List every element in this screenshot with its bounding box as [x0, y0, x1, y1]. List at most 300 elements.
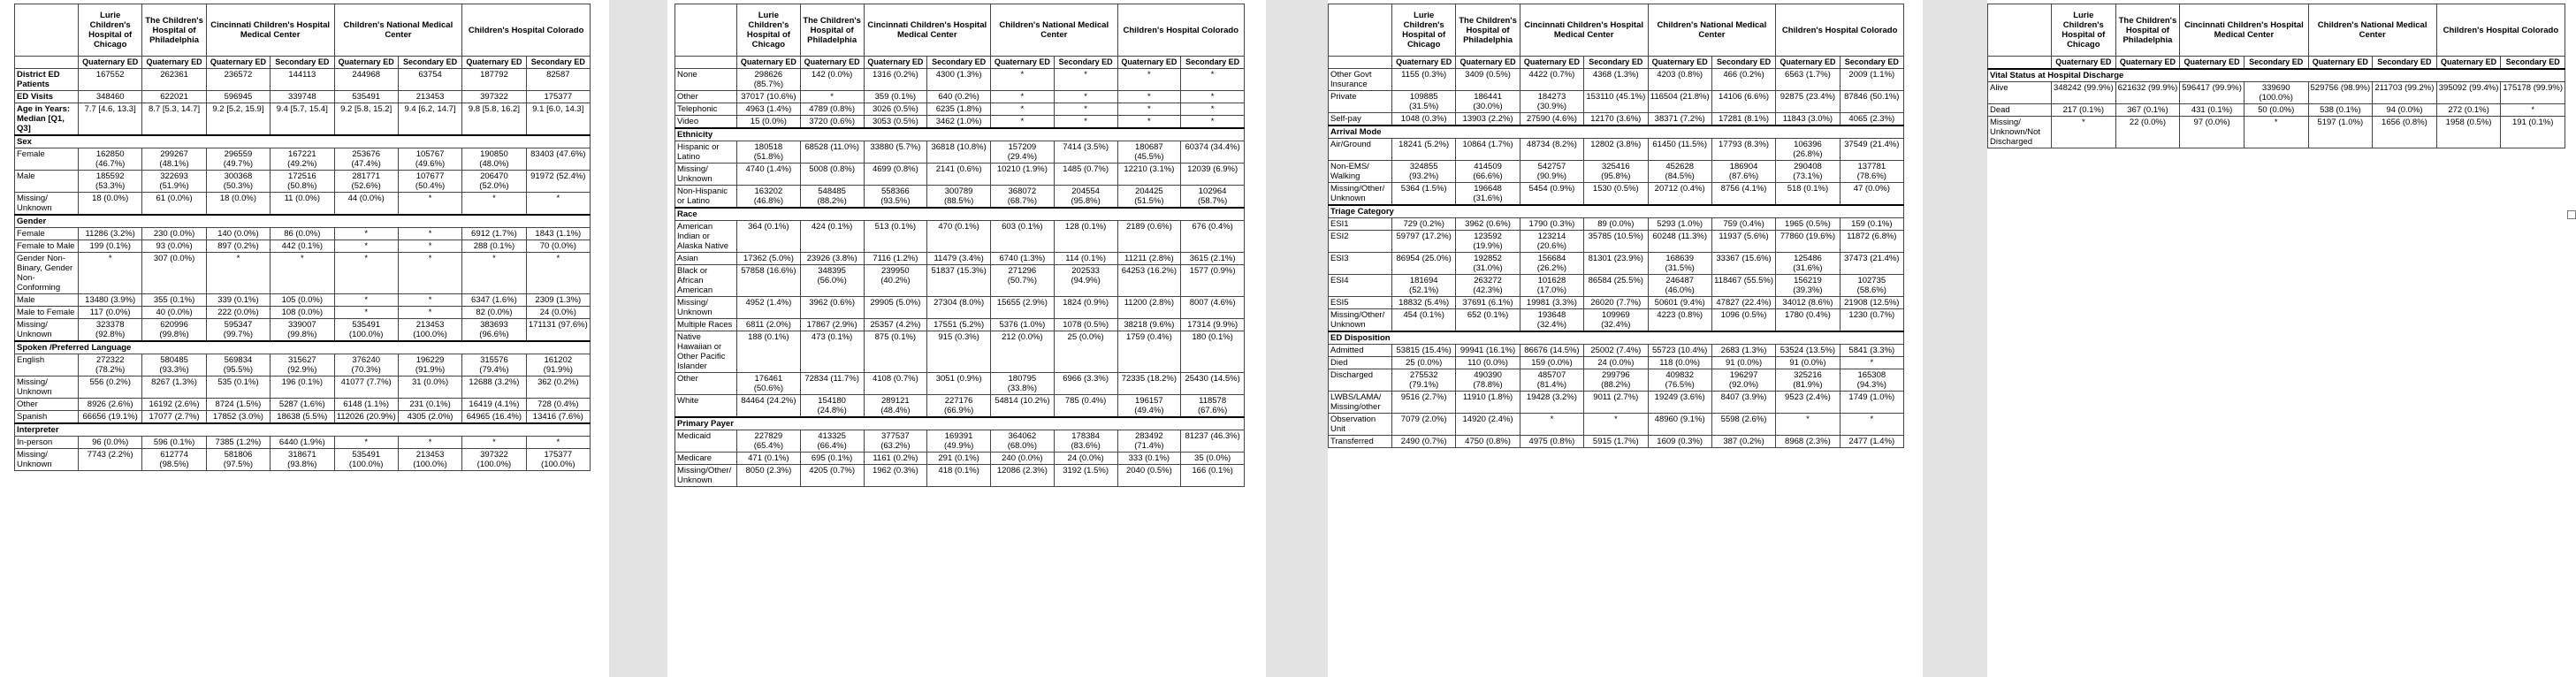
row-label: Non-EMS/ Walking: [1329, 161, 1392, 183]
value-cell: *: [1181, 103, 1245, 116]
value-cell: 785 (0.4%): [1054, 395, 1117, 418]
value-cell: 25 (0.0%): [1392, 357, 1456, 369]
header-corner-cell: [1329, 4, 1392, 57]
value-cell: 7079 (2.0%): [1392, 414, 1456, 436]
section-row: [1329, 205, 1904, 218]
value-cell: 171131 (97.6%): [526, 319, 590, 342]
value-cell: 239950 (40.2%): [864, 265, 927, 297]
value-cell: 281771 (52.6%): [334, 171, 398, 193]
hospital-header: Cincinnati Children's Hospital Medical Center: [864, 4, 991, 57]
value-cell: 325416 (95.8%): [1584, 161, 1648, 183]
value-cell: 1962 (0.3%): [864, 465, 927, 487]
table-row: [675, 91, 1245, 103]
value-cell: *: [462, 437, 526, 449]
value-cell: 81237 (46.3%): [1181, 430, 1245, 453]
header-corner-cell: [1329, 57, 1392, 69]
value-cell: *: [1054, 103, 1117, 116]
value-cell: *: [334, 228, 398, 240]
value-cell: 137781 (78.6%): [1840, 161, 1903, 183]
value-cell: 535491 (100.0%): [334, 319, 398, 342]
demographics-table-page-1: [14, 4, 591, 471]
section-heading: Vital Status at Hospital Discharge: [1988, 69, 2565, 82]
demographics-table-page-3: [1328, 4, 1904, 448]
section-heading: Sex: [15, 135, 591, 148]
value-cell: 161202 (91.9%): [526, 354, 590, 377]
value-cell: 187792: [462, 69, 526, 91]
value-cell: 70 (0.0%): [526, 240, 590, 253]
value-cell: 12210 (3.1%): [1117, 164, 1181, 186]
value-cell: 156219 (39.3%): [1776, 275, 1840, 297]
value-cell: 244968: [334, 69, 398, 91]
value-cell: 24 (0.0%): [1054, 453, 1117, 465]
hospital-header: Children's National Medical Center: [334, 4, 462, 57]
value-cell: 397322 (100.0%): [462, 449, 526, 471]
value-cell: 128 (0.1%): [1054, 221, 1117, 253]
value-cell: 91972 (52.4%): [526, 171, 590, 193]
value-cell: *: [1117, 103, 1181, 116]
table-row: [1329, 91, 1904, 113]
value-cell: 409832 (76.5%): [1648, 369, 1711, 392]
value-cell: 63754: [398, 69, 461, 91]
section-heading: Interpreter: [15, 423, 591, 437]
value-cell: *: [334, 437, 398, 449]
value-cell: 34012 (8.6%): [1776, 297, 1840, 309]
value-cell: 7.7 [4.6, 13.3]: [79, 103, 142, 136]
value-cell: 1759 (0.4%): [1117, 331, 1181, 373]
value-cell: 180795 (33.8%): [991, 373, 1055, 395]
value-cell: 202533 (94.9%): [1054, 265, 1117, 297]
value-cell: 17793 (8.3%): [1711, 139, 1775, 161]
value-cell: 60374 (34.4%): [1181, 141, 1245, 164]
ed-type-header: Quaternary ED: [991, 57, 1055, 69]
value-cell: *: [462, 193, 526, 216]
value-cell: *: [79, 253, 142, 294]
row-label: District ED Patients: [15, 69, 79, 91]
value-cell: 695 (0.1%): [800, 453, 864, 465]
row-label: Self-pay: [1329, 113, 1392, 126]
table-row: [675, 430, 1245, 453]
value-cell: 1749 (1.0%): [1840, 392, 1903, 414]
value-cell: 8050 (2.3%): [737, 465, 801, 487]
value-cell: 37549 (21.4%): [1840, 139, 1903, 161]
hospital-header: Children's Hospital Colorado: [2436, 4, 2565, 57]
value-cell: 99941 (16.1%): [1456, 345, 1520, 357]
value-cell: 26020 (7.7%): [1584, 297, 1648, 309]
section-row: [15, 135, 591, 148]
value-cell: 25002 (7.4%): [1584, 345, 1648, 357]
value-cell: 227176 (66.9%): [927, 395, 991, 418]
row-label: Telephonic: [675, 103, 737, 116]
value-cell: 377537 (63.2%): [864, 430, 927, 453]
row-label: Female: [15, 228, 79, 240]
value-cell: 315576 (79.4%): [462, 354, 526, 377]
value-cell: 192852 (31.0%): [1456, 253, 1520, 275]
value-cell: 91 (0.0%): [1776, 357, 1840, 369]
value-cell: *: [1181, 116, 1245, 129]
table-row: [1329, 309, 1904, 332]
section-row: [15, 341, 591, 354]
value-cell: 12802 (3.8%): [1584, 139, 1648, 161]
ed-type-header: Quaternary ED: [1520, 57, 1583, 69]
value-cell: 5293 (1.0%): [1648, 218, 1711, 231]
value-cell: 12170 (3.6%): [1584, 113, 1648, 126]
value-cell: 37691 (6.1%): [1456, 297, 1520, 309]
value-cell: 596417 (99.9%): [2180, 82, 2244, 104]
row-label: Asian: [675, 253, 737, 265]
value-cell: 364062 (68.0%): [991, 430, 1055, 453]
value-cell: *: [991, 69, 1055, 91]
value-cell: 5008 (0.8%): [800, 164, 864, 186]
value-cell: 4422 (0.7%): [1520, 69, 1583, 91]
row-label: Multiple Races: [675, 319, 737, 331]
hospital-header: Children's National Medical Center: [1648, 4, 1776, 57]
value-cell: 466 (0.2%): [1711, 69, 1775, 91]
table-row: [1988, 104, 2565, 117]
value-cell: 1609 (0.3%): [1648, 436, 1711, 448]
value-cell: 204554 (95.8%): [1054, 186, 1117, 209]
value-cell: 6966 (3.3%): [1054, 373, 1117, 395]
value-cell: 17281 (8.1%): [1711, 113, 1775, 126]
table-row: [15, 91, 591, 103]
value-cell: 9.2 [5.2, 15.9]: [206, 103, 270, 136]
ed-type-header: Quaternary ED: [206, 57, 270, 69]
value-cell: 17362 (5.0%): [737, 253, 801, 265]
value-cell: 82 (0.0%): [462, 307, 526, 319]
value-cell: 60248 (11.3%): [1648, 231, 1711, 253]
table-row: [15, 253, 591, 294]
value-cell: 915 (0.3%): [927, 331, 991, 373]
value-cell: 4108 (0.7%): [864, 373, 927, 395]
page-gap: [1266, 0, 1328, 677]
value-cell: 11479 (3.4%): [927, 253, 991, 265]
value-cell: 59797 (17.2%): [1392, 231, 1456, 253]
value-cell: 154180 (24.8%): [800, 395, 864, 418]
table-row: [15, 228, 591, 240]
table-row: [15, 148, 591, 171]
table-row: [675, 265, 1245, 297]
value-cell: 180518 (51.8%): [737, 141, 801, 164]
value-cell: 93 (0.0%): [142, 240, 206, 253]
value-cell: 142 (0.0%): [800, 69, 864, 91]
row-label: Air/Ground: [1329, 139, 1392, 161]
value-cell: 159 (0.1%): [1840, 218, 1903, 231]
value-cell: 5915 (1.7%): [1584, 436, 1648, 448]
value-cell: 5376 (1.0%): [991, 319, 1055, 331]
value-cell: 55723 (10.4%): [1648, 345, 1711, 357]
value-cell: 596 (0.1%): [142, 437, 206, 449]
value-cell: 31 (0.0%): [398, 377, 461, 399]
row-label: ESI5: [1329, 297, 1392, 309]
value-cell: 159 (0.0%): [1520, 357, 1583, 369]
row-label: Male: [15, 171, 79, 193]
hospital-header-row: [1329, 4, 1904, 57]
value-cell: 227829 (65.4%): [737, 430, 801, 453]
ed-type-header: Secondary ED: [1181, 57, 1245, 69]
value-cell: 11200 (2.8%): [1117, 297, 1181, 319]
value-cell: 296559 (49.7%): [206, 148, 270, 171]
value-cell: 77860 (19.6%): [1776, 231, 1840, 253]
value-cell: 4963 (1.4%): [737, 103, 801, 116]
value-cell: 596945: [206, 91, 270, 103]
value-cell: 452628 (84.5%): [1648, 161, 1711, 183]
row-label: Missing/ Unknown: [675, 164, 737, 186]
value-cell: 9.1 [6.0, 14.3]: [526, 103, 590, 136]
value-cell: 2683 (1.3%): [1711, 345, 1775, 357]
value-cell: 64965 (16.4%): [462, 411, 526, 424]
row-label: ESI3: [1329, 253, 1392, 275]
value-cell: *: [526, 193, 590, 216]
row-label: Native Hawaiian or Other Pacific Islander: [675, 331, 737, 373]
value-cell: 180687 (45.5%): [1117, 141, 1181, 164]
value-cell: 1096 (0.5%): [1711, 309, 1775, 332]
value-cell: 44 (0.0%): [334, 193, 398, 216]
value-cell: 167221 (49.2%): [271, 148, 334, 171]
header-corner-cell: [15, 4, 79, 57]
value-cell: 291 (0.1%): [927, 453, 991, 465]
value-cell: 1078 (0.5%): [1054, 319, 1117, 331]
value-cell: 212 (0.0%): [991, 331, 1055, 373]
value-cell: *: [1776, 414, 1840, 436]
value-cell: 12086 (2.3%): [991, 465, 1055, 487]
row-label: ESI2: [1329, 231, 1392, 253]
value-cell: 383693 (96.6%): [462, 319, 526, 342]
value-cell: 9.4 [6.2, 14.7]: [398, 103, 461, 136]
ed-type-header: Secondary ED: [927, 57, 991, 69]
row-label: Gender Non-Binary, Gender Non-Conforming: [15, 253, 79, 294]
value-cell: 53815 (15.4%): [1392, 345, 1456, 357]
value-cell: *: [2244, 117, 2308, 148]
table-row: [675, 141, 1245, 164]
value-cell: 118578 (67.6%): [1181, 395, 1245, 418]
value-cell: 116504 (21.8%): [1648, 91, 1711, 113]
value-cell: *: [1117, 91, 1181, 103]
value-cell: 123592 (19.9%): [1456, 231, 1520, 253]
value-cell: 19249 (3.6%): [1648, 392, 1711, 414]
ed-type-header: Secondary ED: [271, 57, 334, 69]
value-cell: 33367 (15.6%): [1711, 253, 1775, 275]
row-label: In-person: [15, 437, 79, 449]
table-row: [1988, 117, 2565, 148]
hospital-header: Children's National Medical Center: [2308, 4, 2436, 57]
ed-type-header: Secondary ED: [1840, 57, 1903, 69]
value-cell: 2189 (0.6%): [1117, 221, 1181, 253]
value-cell: 81301 (23.9%): [1584, 253, 1648, 275]
value-cell: 8926 (2.6%): [79, 399, 142, 411]
value-cell: 1530 (0.5%): [1584, 183, 1648, 206]
row-label: Age in Years: Median [Q1, Q3]: [15, 103, 79, 136]
value-cell: 431 (0.1%): [2180, 104, 2244, 117]
value-cell: 18241 (5.2%): [1392, 139, 1456, 161]
row-label: Other: [675, 91, 737, 103]
value-cell: 107677 (50.4%): [398, 171, 461, 193]
demographics-table-page-2: [674, 4, 1245, 487]
value-cell: 581806 (97.5%): [206, 449, 270, 471]
value-cell: 48960 (9.1%): [1648, 414, 1711, 436]
value-cell: 125486 (31.6%): [1776, 253, 1840, 275]
row-label: Missing/Other/ Unknown: [1329, 183, 1392, 206]
value-cell: 13416 (7.6%): [526, 411, 590, 424]
section-row: [675, 208, 1245, 221]
table-row: [675, 116, 1245, 129]
value-cell: 556 (0.2%): [79, 377, 142, 399]
value-cell: 167552: [79, 69, 142, 91]
header-corner-cell: [1988, 4, 2052, 57]
value-cell: 6440 (1.9%): [271, 437, 334, 449]
value-cell: 8267 (1.3%): [142, 377, 206, 399]
table-row: [1329, 231, 1904, 253]
value-cell: 272 (0.1%): [2436, 104, 2501, 117]
value-cell: 68528 (11.0%): [800, 141, 864, 164]
value-cell: *: [1520, 414, 1583, 436]
table-row: [675, 253, 1245, 265]
value-cell: 35785 (10.5%): [1584, 231, 1648, 253]
value-cell: 542757 (90.9%): [1520, 161, 1583, 183]
value-cell: 169391 (49.9%): [927, 430, 991, 453]
demographics-table-page-4: [1987, 4, 2565, 148]
value-cell: 196 (0.1%): [271, 377, 334, 399]
value-cell: 1965 (0.5%): [1776, 218, 1840, 231]
value-cell: 2141 (0.6%): [927, 164, 991, 186]
value-cell: 37473 (21.4%): [1840, 253, 1903, 275]
value-cell: 86676 (14.5%): [1520, 345, 1583, 357]
ed-type-header: Quaternary ED: [79, 57, 142, 69]
value-cell: 9.4 [5.7, 15.4]: [271, 103, 334, 136]
value-cell: 10864 (1.7%): [1456, 139, 1520, 161]
value-cell: 168639 (31.5%): [1648, 253, 1711, 275]
row-label: Non-Hispanic or Latino: [675, 186, 737, 209]
value-cell: 595347 (99.7%): [206, 319, 270, 342]
hospital-header: Cincinnati Children's Hospital Medical Center: [2180, 4, 2308, 57]
value-cell: 3192 (1.5%): [1054, 465, 1117, 487]
row-label: Missing/Other/ Unknown: [1329, 309, 1392, 332]
ed-type-header: Quaternary ED: [800, 57, 864, 69]
value-cell: 196648 (31.6%): [1456, 183, 1520, 206]
value-cell: 8968 (2.3%): [1776, 436, 1840, 448]
value-cell: 339690 (100.0%): [2244, 82, 2308, 104]
value-cell: 191 (0.1%): [2501, 117, 2565, 148]
table-row: [15, 319, 591, 342]
ed-type-header: Quaternary ED: [2115, 57, 2180, 70]
value-cell: 18 (0.0%): [79, 193, 142, 216]
value-cell: 16192 (2.6%): [142, 399, 206, 411]
value-cell: 222 (0.0%): [206, 307, 270, 319]
document-page-4: [1987, 0, 2576, 677]
hospital-header: Lurie Children's Hospital of Chicago: [2052, 4, 2116, 57]
value-cell: *: [398, 253, 461, 294]
value-cell: *: [2501, 104, 2565, 117]
ed-type-header: Quaternary ED: [334, 57, 398, 69]
value-cell: 569834 (95.5%): [206, 354, 270, 377]
value-cell: 621632 (99.9%): [2115, 82, 2180, 104]
value-cell: 1161 (0.2%): [864, 453, 927, 465]
value-cell: 640 (0.2%): [927, 91, 991, 103]
value-cell: 339 (0.1%): [206, 294, 270, 307]
value-cell: 9.8 [5.8, 16.2]: [462, 103, 526, 136]
value-cell: 518 (0.1%): [1776, 183, 1840, 206]
ed-type-header: Secondary ED: [2501, 57, 2565, 70]
value-cell: 5598 (2.6%): [1711, 414, 1775, 436]
table-row: [1329, 345, 1904, 357]
value-cell: 236572: [206, 69, 270, 91]
value-cell: 118467 (55.5%): [1711, 275, 1775, 297]
table-row: [1329, 275, 1904, 297]
value-cell: 397322: [462, 91, 526, 103]
value-cell: 108 (0.0%): [271, 307, 334, 319]
value-cell: 51837 (15.3%): [927, 265, 991, 297]
value-cell: 1843 (1.1%): [526, 228, 590, 240]
value-cell: 84464 (24.2%): [737, 395, 801, 418]
value-cell: 6740 (1.3%): [991, 253, 1055, 265]
value-cell: 213453 (100.0%): [398, 319, 461, 342]
value-cell: 300789 (88.5%): [927, 186, 991, 209]
value-cell: 5364 (1.5%): [1392, 183, 1456, 206]
value-cell: 82587: [526, 69, 590, 91]
value-cell: 144113: [271, 69, 334, 91]
hospital-header: The Children's Hospital of Philadelphia: [2115, 4, 2180, 57]
row-label: Other: [675, 373, 737, 395]
value-cell: 3026 (0.5%): [864, 103, 927, 116]
table-row: [15, 193, 591, 216]
value-cell: 1656 (0.8%): [2373, 117, 2437, 148]
table-row: [675, 69, 1245, 91]
value-cell: 359 (0.1%): [864, 91, 927, 103]
row-label: American Indian or Alaska Native: [675, 221, 737, 253]
value-cell: 580485 (93.3%): [142, 354, 206, 377]
ed-type-header: Quaternary ED: [142, 57, 206, 69]
value-cell: 47 (0.0%): [1840, 183, 1903, 206]
table-row: [15, 377, 591, 399]
value-cell: 13903 (2.2%): [1456, 113, 1520, 126]
value-cell: 40 (0.0%): [142, 307, 206, 319]
value-cell: 157209 (29.4%): [991, 141, 1055, 164]
value-cell: 109969 (32.4%): [1584, 309, 1648, 332]
value-cell: 172516 (50.8%): [271, 171, 334, 193]
value-cell: 3962 (0.6%): [800, 297, 864, 319]
table-row: [1329, 436, 1904, 448]
value-cell: 4305 (2.0%): [398, 411, 461, 424]
ed-type-header: Quaternary ED: [2436, 57, 2501, 70]
value-cell: 50 (0.0%): [2244, 104, 2308, 117]
table-row: [1988, 82, 2565, 104]
ed-type-header: Quaternary ED: [1392, 57, 1456, 69]
table-row: [1329, 218, 1904, 231]
table-row: [1329, 392, 1904, 414]
value-cell: 118 (0.0%): [1648, 357, 1711, 369]
value-cell: 199 (0.1%): [79, 240, 142, 253]
value-cell: 7743 (2.2%): [79, 449, 142, 471]
value-cell: 362 (0.2%): [526, 377, 590, 399]
value-cell: 25430 (14.5%): [1181, 373, 1245, 395]
value-cell: 529756 (98.9%): [2308, 82, 2373, 104]
value-cell: 315627 (92.9%): [271, 354, 334, 377]
value-cell: 262361: [142, 69, 206, 91]
value-cell: 13480 (3.9%): [79, 294, 142, 307]
value-cell: 414509 (66.6%): [1456, 161, 1520, 183]
value-cell: 4699 (0.8%): [864, 164, 927, 186]
value-cell: 473 (0.1%): [800, 331, 864, 373]
value-cell: 424 (0.1%): [800, 221, 864, 253]
hospital-header-row: [1988, 4, 2565, 57]
value-cell: 5287 (1.6%): [271, 399, 334, 411]
value-cell: 23926 (3.8%): [800, 253, 864, 265]
value-cell: 1230 (0.7%): [1840, 309, 1903, 332]
value-cell: 25357 (4.2%): [864, 319, 927, 331]
value-cell: 271296 (50.7%): [991, 265, 1055, 297]
value-cell: 24 (0.0%): [526, 307, 590, 319]
value-cell: *: [991, 103, 1055, 116]
value-cell: 897 (0.2%): [206, 240, 270, 253]
value-cell: 7116 (1.2%): [864, 253, 927, 265]
